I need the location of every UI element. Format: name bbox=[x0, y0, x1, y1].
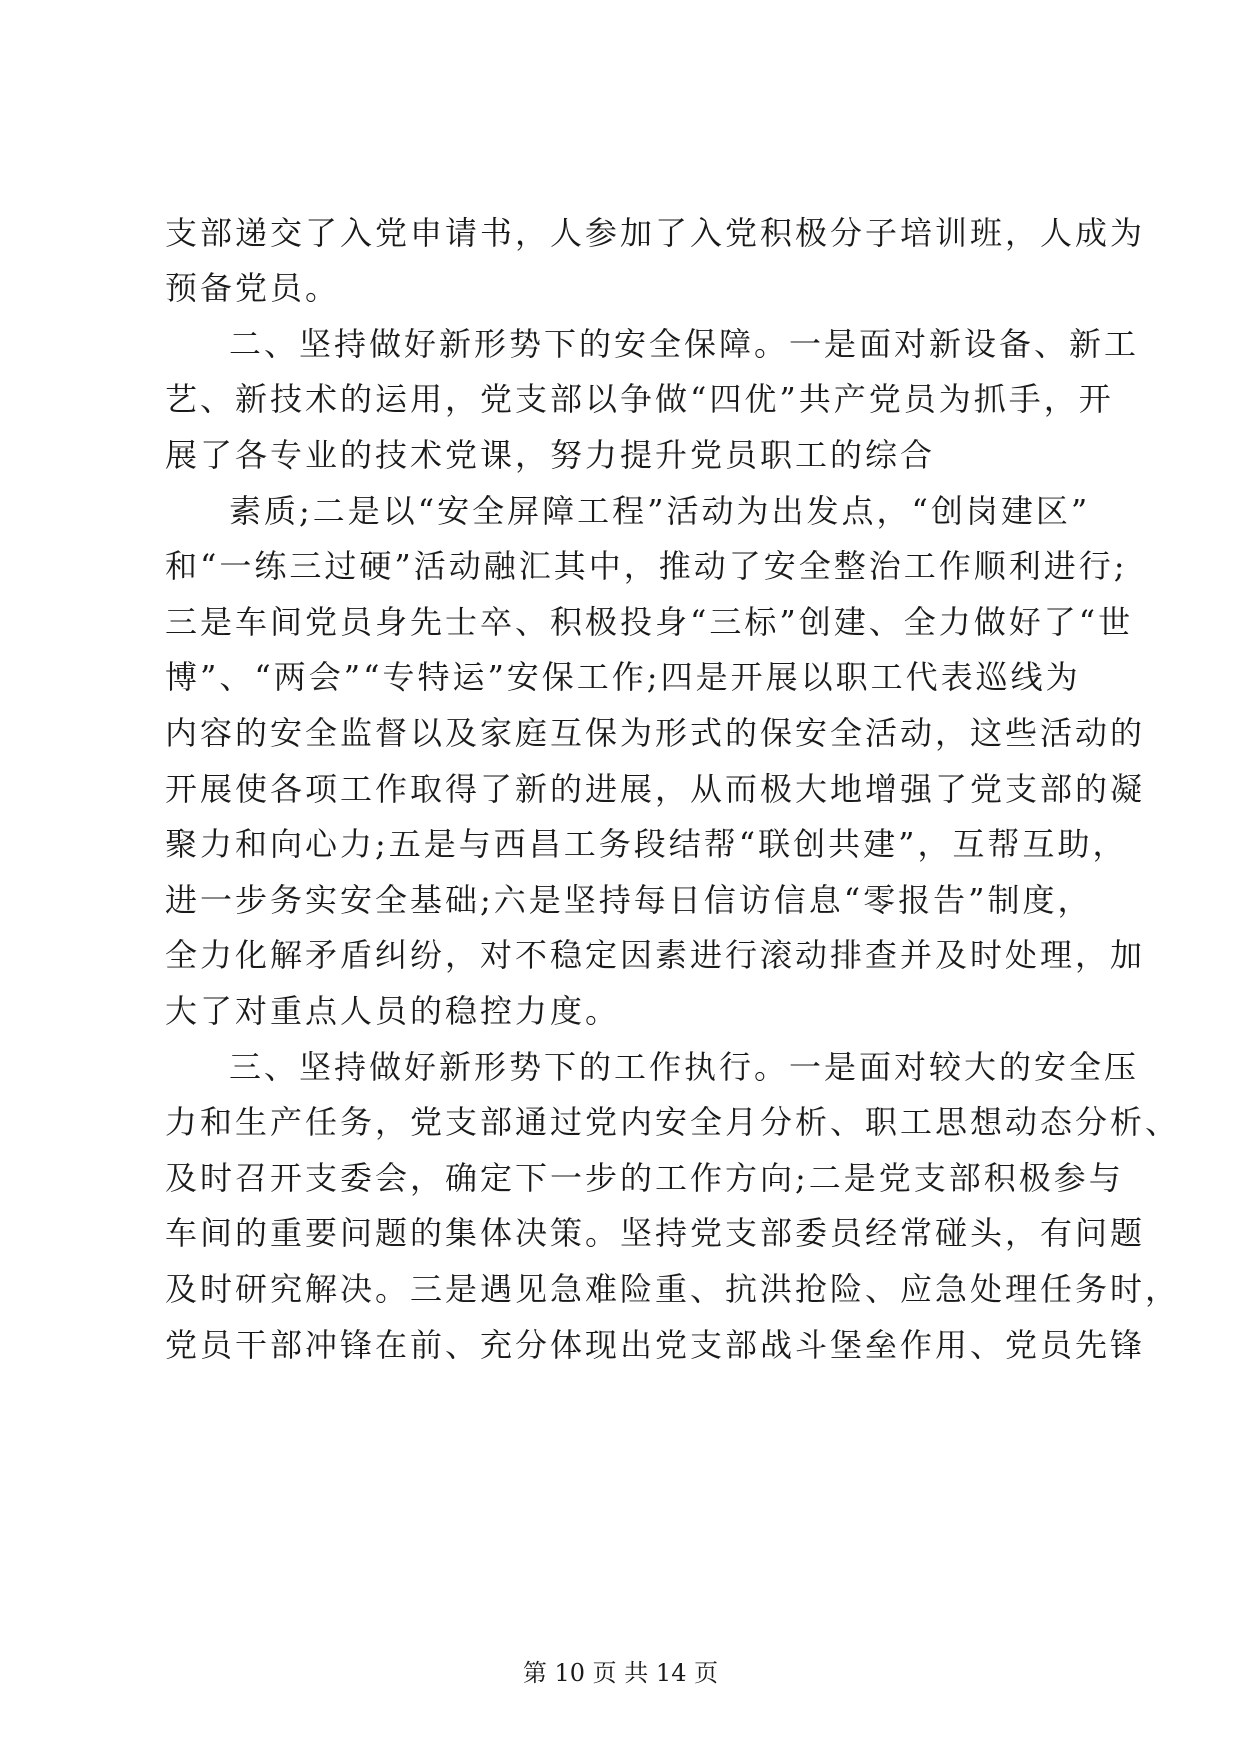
text-line: 内容的安全监督以及家庭互保为形式的保安全活动，这些活动的 bbox=[165, 714, 1146, 752]
text-line: 开展使各项工作取得了新的进展，从而极大地增强了党支部的凝 bbox=[165, 770, 1146, 808]
text-line: 党员干部冲锋在前、充分体现出党支部战斗堡垒作用、党员先锋 bbox=[165, 1326, 1146, 1364]
paragraph-start-line: 素质;二是以“安全屏障工程”活动为出发点，“创岗建区” bbox=[229, 492, 1091, 530]
text-line: 展了各专业的技术党课，努力提升党员职工的综合 bbox=[165, 436, 936, 474]
page-number-footer: 第 10 页 共 14 页 bbox=[522, 1659, 719, 1687]
text-line: 力和生产任务，党支部通过党内安全月分析、职工思想动态分析、 bbox=[165, 1103, 1181, 1141]
text-line: 全力化解矛盾纠纷，对不稳定因素进行滚动排查并及时处理，加 bbox=[165, 936, 1146, 974]
text-line: 艺、新技术的运用，党支部以争做“四优”共产党员为抓手，开 bbox=[165, 380, 1114, 418]
text-line: 进一步务实安全基础;六是坚持每日信访信息“零报告”制度， bbox=[165, 881, 1093, 919]
paragraph-start-line: 三、坚持做好新形势下的工作执行。一是面对较大的安全压 bbox=[229, 1048, 1140, 1086]
text-line: 聚力和向心力;五是与西昌工务段结帮“联创共建”，互帮互助， bbox=[165, 825, 1128, 863]
text-line: 支部递交了入党申请书，人参加了入党积极分子培训班，人成为 bbox=[165, 214, 1146, 252]
text-line: 和“一练三过硬”活动融汇其中，推动了安全整治工作顺利进行; bbox=[165, 547, 1128, 585]
paragraph-start-line: 二、坚持做好新形势下的安全保障。一是面对新设备、新工 bbox=[229, 325, 1140, 363]
text-line: 博”、“两会”“专特运”安保工作;四是开展以职工代表巡线为 bbox=[165, 658, 1081, 696]
text-line: 预备党员。 bbox=[165, 269, 341, 307]
text-line: 车间的重要问题的集体决策。坚持党支部委员经常碰头，有问题 bbox=[165, 1214, 1146, 1252]
text-line: 及时研究解决。三是遇见急难险重、抗洪抢险、应急处理任务时， bbox=[165, 1270, 1181, 1308]
text-line: 大了对重点人员的稳控力度。 bbox=[165, 992, 621, 1030]
text-line: 及时召开支委会，确定下一步的工作方向;二是党支部积极参与 bbox=[165, 1159, 1124, 1197]
text-line: 三是车间党员身先士卒、积极投身“三标”创建、全力做好了“世 bbox=[165, 603, 1134, 641]
